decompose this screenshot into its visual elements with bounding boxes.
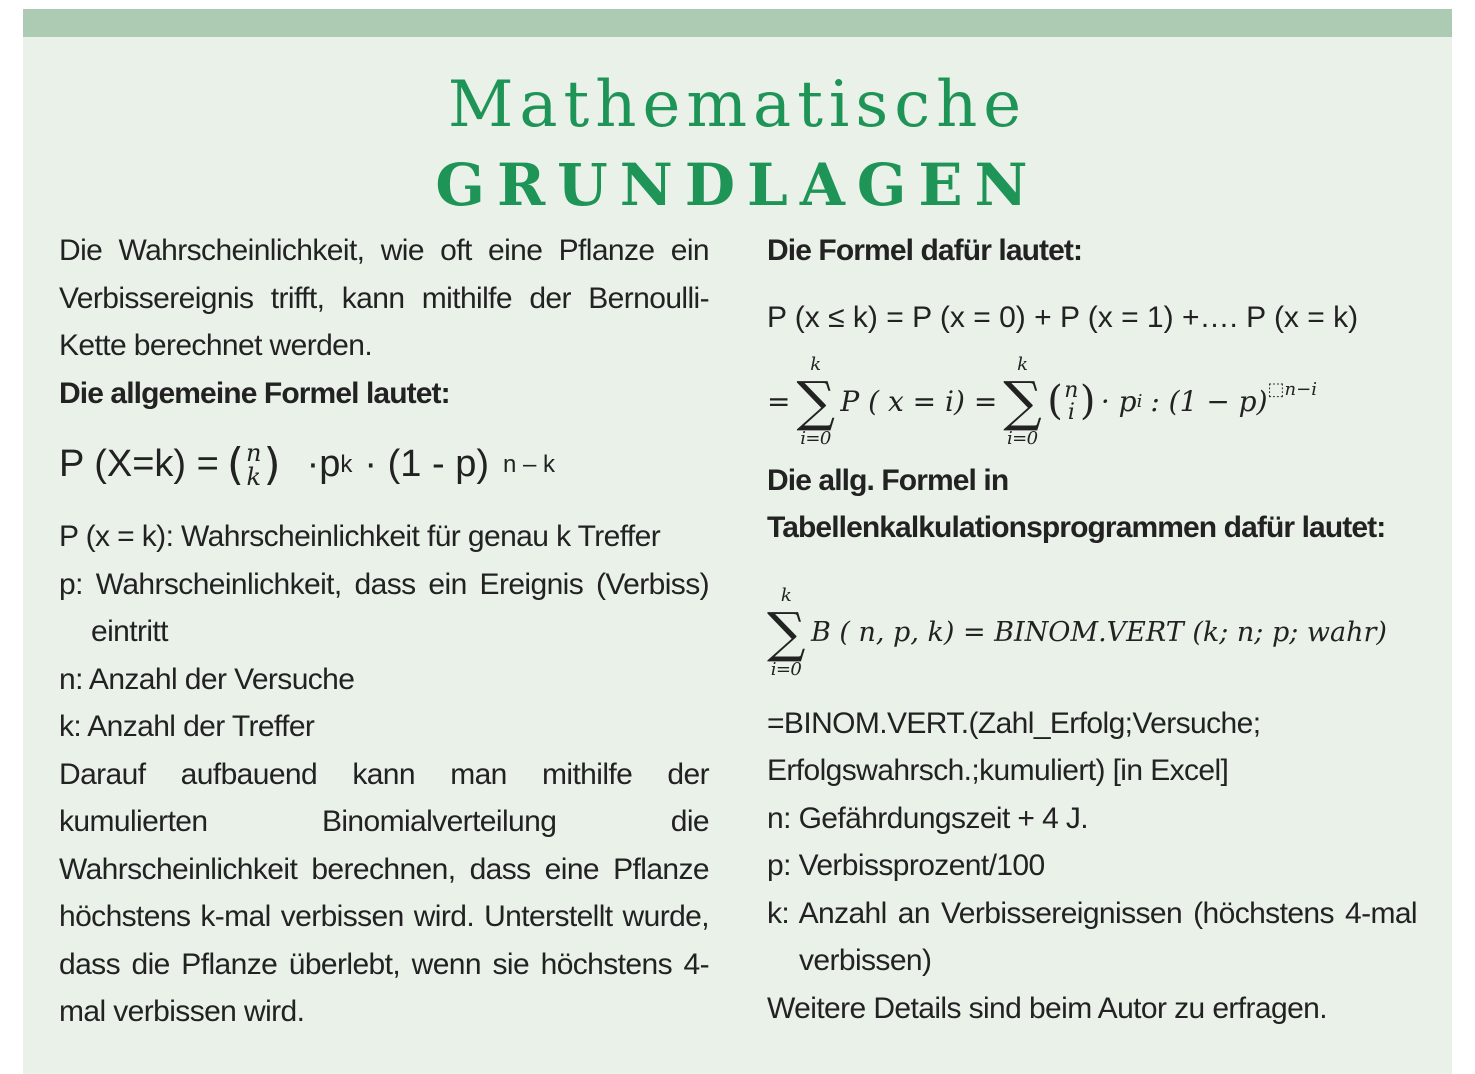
table-formula-heading: Die allg. Formel in Tabellenkalkulationsprogrammen dafür lautet: (767, 463, 1386, 544)
def-label: k: (767, 896, 790, 930)
def-label: n: (59, 662, 83, 696)
def-k (59, 703, 709, 751)
sum-term-3-exp: ⬚n−i (1267, 378, 1317, 400)
def-label: p: (59, 567, 83, 601)
formula-rest: · (1 - p) (364, 443, 489, 486)
sum-sign-3: k ∑ i=0 (767, 584, 805, 680)
def-text: Gefährdungszeit + 4 J. (790, 801, 1089, 835)
sum-formula: = k ∑ i=0 P ( x = i) = k ∑ i=0 ( n i ) · p i : (1 − p) ⬚n−i (767, 353, 1317, 449)
formula-rest-exp: n – k (502, 451, 556, 479)
top-bar (23, 9, 1452, 37)
def-text: Anzahl der Versuche (82, 662, 355, 696)
bernoulli-formula (59, 417, 709, 513)
formula-lhs: P (X=k) = (59, 443, 219, 486)
footer-note: Weitere Details sind beim Autor zu erfragen. (767, 991, 1327, 1025)
title-line-2: GRUNDLAGEN (435, 151, 1040, 219)
sum-sign-1: k ∑ i=0 (796, 353, 835, 449)
binom-top: n (245, 439, 262, 467)
sum-term-2-exp: i (1136, 390, 1143, 412)
binom-bottom: i (1067, 399, 1075, 425)
def-p (767, 842, 1417, 890)
sum-upper: k (780, 584, 792, 606)
binom-vert-text: B ( n, p, k) = BINOM.VERT (k; n; p; wahr) (810, 616, 1387, 648)
def-label: P (x = k): (59, 520, 174, 553)
binom-top: n (1064, 377, 1078, 403)
sum-upper: k (810, 353, 821, 375)
sum-term-3: : (1 − p) (1150, 384, 1268, 418)
excel-formula: =BINOM.VERT.(Zahl_Erfolg;Versuche; Erfolgswahrsch.;kumuliert) [in Excel] (767, 706, 1261, 787)
sum-lower: i=0 (1007, 427, 1038, 449)
sum-sign-2: k ∑ i=0 (1003, 353, 1042, 449)
def-label: p: (767, 849, 791, 882)
def-text: Anzahl an Verbissereignissen (höchstens 4-mal verbissen) (789, 896, 1417, 977)
def-pxk (59, 513, 709, 561)
info-box (23, 9, 1452, 1074)
sum-upper: k (1017, 353, 1028, 375)
def-text: Wahrscheinlichkeit, dass ein Ereignis (Verbiss) eintritt (82, 567, 709, 648)
binom-vert-formula (767, 566, 1417, 700)
def-label: k: (59, 710, 82, 743)
def-p (59, 561, 709, 656)
def-k (767, 890, 1417, 985)
sum-lower: i=0 (770, 658, 802, 680)
def-text: Wahrscheinlichkeit für genau k Treffer (173, 520, 661, 553)
binomial-coefficient: ( n k ) (226, 439, 281, 491)
sum-term-2: · p (1100, 384, 1137, 418)
binom-bottom: k (246, 463, 261, 491)
def-n (59, 656, 709, 704)
intro-text: Die Wahrscheinlichkeit, wie oft eine Pflanze ein Verbissereignis trifft, kann mithilfe der Bernoulli-Kette berechnet werden. (59, 234, 709, 362)
def-text: Anzahl der Treffer (81, 710, 315, 743)
left-column (59, 227, 709, 1036)
right-column (767, 227, 1417, 1032)
sum-lower: i=0 (800, 427, 831, 449)
formula-p: ·p (306, 443, 341, 486)
def-n (767, 795, 1417, 843)
cumulative-formula: P (x ≤ k) = P (x = 0) + P (x = 1) +…. P (x = k) (767, 300, 1359, 334)
title-line-1: Mathematische (447, 68, 1028, 142)
general-formula-heading: Die allgemeine Formel lautet: (59, 376, 450, 410)
formula-heading: Die Formel dafür lautet: (767, 234, 1083, 267)
outro-text: Darauf aufbauend kann man mithilfe der kumulierten Binomialverteilung die Wahrscheinlichkeit berechnen, dass eine Pflanze höchstens k-mal verbissen wird. Unterstellt wurde, dass die Pflanze überlebt, wenn sie höchstens 4-mal verbissen wird. (59, 757, 709, 1028)
def-label: n: (767, 801, 791, 835)
formula-p-exp: k (340, 451, 353, 479)
sum-eq: = (767, 384, 791, 418)
def-text: Verbissprozent/100 (790, 849, 1045, 882)
sum-term-1: P ( x = i) = (840, 384, 998, 418)
